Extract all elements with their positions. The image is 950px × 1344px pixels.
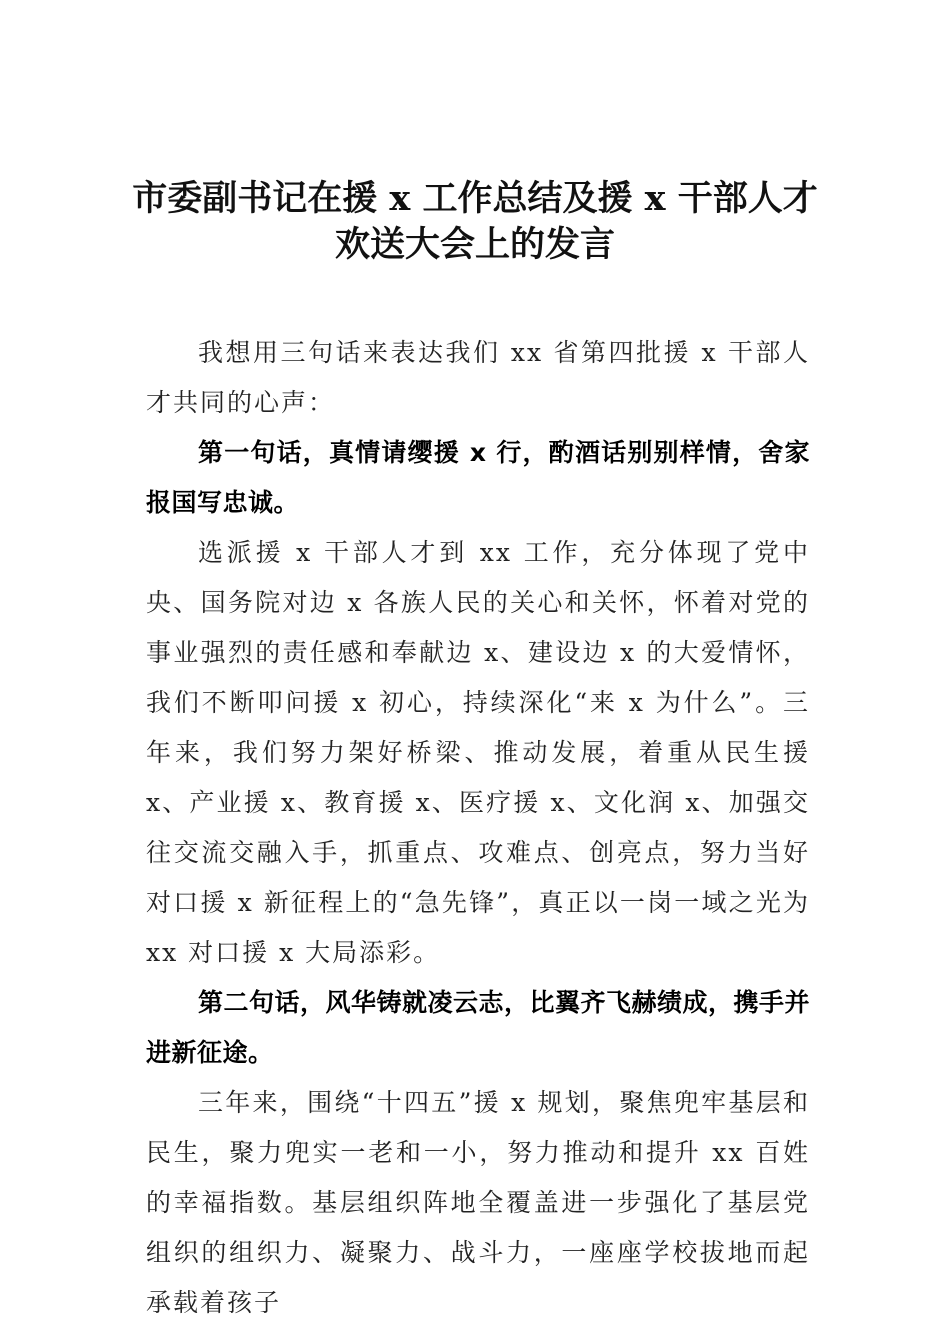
paragraph-heading-first: 第一句话，真情请缨援 x 行，酌酒话别别样情，舍家报国写忠诚。: [146, 438, 810, 517]
paragraph-body-first: 选派援 x 干部人才到 xx 工作，充分体现了党中央、国务院对边 x 各族人民的关心和关怀，怀着对党的事业强烈的责任感和奉献边 x、建设边 x 的大爱情怀，我们不断叩问援 x 初心，持续深化“来 x 为什么”。三年来，我们努力架好桥梁、推动发展，着重从民生援 x、产业援 x、教育援 x、医疗援 x、文化润 x、加强交往交流交融入手，抓重点、攻难点、创亮点，努力当好对口援 x 新征程上的“急先锋”，真正以一岗一域之光为 xx 对口援 x 大局添彩。: [146, 538, 810, 967]
document-title-line-2: 欢送大会上的发言: [334, 224, 615, 265]
paragraph-intro: 我想用三句话来表达我们 xx 省第四批援 x 干部人才共同的心声：: [146, 338, 810, 417]
paragraph-body-second: 三年来，围绕“十四五”援 x 规划，聚焦兜牢基层和民生，聚力兜实一老和一小，努力推动和提升 xx 百姓的幸福指数。基层组织阵地全覆盖进一步强化了基层党组织的组织力、凝聚力、战斗力，一座座学校拔地而起承载着孩子: [146, 1088, 810, 1317]
document-body: [146, 328, 810, 1328]
document-title-line-1: 市委副书记在援 x 工作总结及援 x 干部人才: [132, 178, 818, 219]
paragraph-heading-second: 第二句话，风华铸就凌云志，比翼齐飞赫绩成，携手并进新征途。: [146, 988, 811, 1067]
